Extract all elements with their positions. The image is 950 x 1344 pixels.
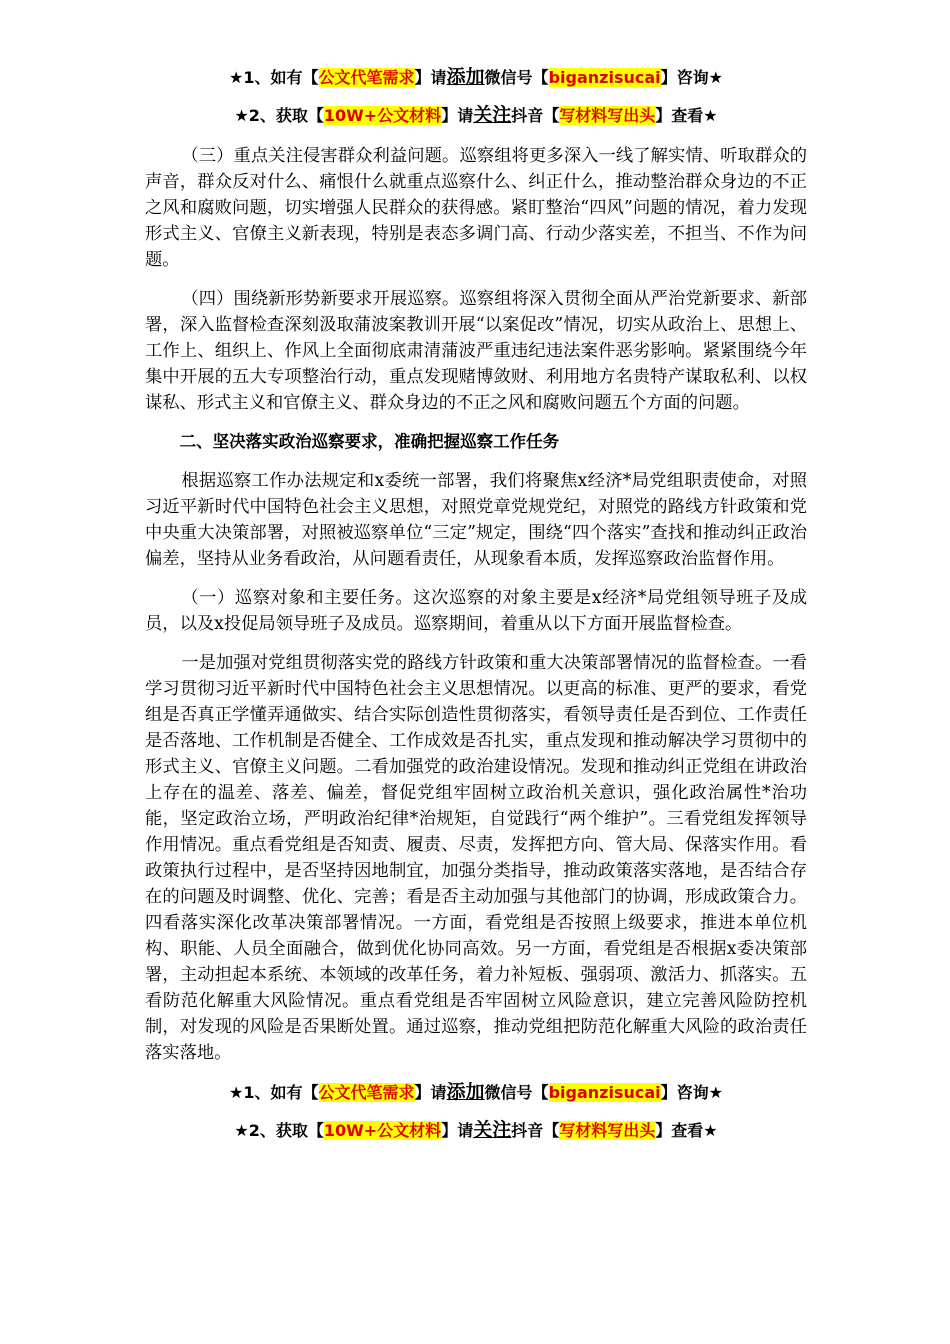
banner-text: ★1、如有【 — [229, 68, 319, 87]
banner-text: 】咨询★ — [660, 1083, 723, 1102]
banner-highlight: 10W+公文材料 — [323, 106, 442, 125]
banner-line-1-bottom — [145, 1079, 807, 1106]
paragraph-section2-intro: 根据巡察工作办法规定和x委统一部署，我们将聚焦x经济*局党组职责使命，对照习近平新时代中国特色社会主义思想，对照党章党规党纪，对照党的路线方针政策和党中央重大决策部署，对照被巡察单位“三定”规定，围绕“四个落实”查找和推动纠正政治偏差，坚持从业务看政治，从问题看责任，从现象看本质，发挥巡察政治监督作用。 — [145, 471, 807, 569]
banner-highlight: 公文代笔需求 — [318, 1083, 415, 1102]
banner-text: 微信号【 — [484, 1083, 549, 1102]
banner-text: 】咨询★ — [660, 68, 723, 87]
banner-highlight: 公文代笔需求 — [318, 68, 415, 87]
banner-text: 】请 — [414, 68, 447, 87]
paragraph-4: （四）围绕新形势新要求开展巡察。巡察组将深入贯彻全面从严治党新要求、新部署，深入监督检查深刻汲取蒲波案教训开展“以案促改”情况，切实从政治上、思想上、工作上、组织上、作风上全面彻底肃清蒲波严重违纪违法案件恶劣影响。紧紧围绕今年集中开展的五大专项整治行动，重点发现赌博敛财、利用地方名贵特产谋取私利、以权谋私、形式主义和官僚主义、群众身边的不正之风和腐败问题五个方面的问题。 — [145, 289, 807, 413]
section-heading-2: 二、坚决落实政治巡察要求，准确把握巡察工作任务 — [179, 432, 560, 451]
wechat-id-highlight: biganzisucai — [548, 68, 661, 87]
banner-text: 抖音【 — [511, 1121, 560, 1140]
banner-text: 】请 — [441, 1121, 474, 1140]
paragraph-section2-1-detail: 一是加强对党组贯彻落实党的路线方针政策和重大决策部署情况的监督检查。一看学习贯彻习近平新时代中国特色社会主义思想情况。以更高的标准、更严的要求，看党组是否真正学懂弄通做实、结合实际创造性贯彻落实，看领导责任是否到位、工作责任是否落地、工作机制是否健全、工作成效是否扎实，重点发现和推动解决学习贯彻中的形式主义、官僚主义问题。二看加强党的政治建设情况。发现和推动纠正党组在讲政治上存在的温差、落差、偏差，督促党组牢固树立政治机关意识，强化政治属性*治功能，坚定政治立场，严明政治纪律*治规矩，自觉践行“两个维护”。三看党组发挥领导作用情况。重点看党组是否知责、履责、尽责，发挥把方向、管大局、保落实作用。看政策执行过程中，是否坚持因地制宜，加强分类指导，推动政策落实落地，是否结合存在的问题及时调整、优化、完善；看是否主动加强与其他部门的协调，形成政策合力。四看落实深化改革决策部署情况。一方面，看党组是否按照上级要求，推进本单位机构、职能、人员全面融合，做到优化协同高效。另一方面，看党组是否根据x委决策部署，主动担起本系统、本领域的改革任务，着力补短板、强弱项、激活力、抓落实。五看防范化解重大风险情况。重点看党组是否牢固树立风险意识，建立完善风险防控机制，对发现的风险是否果断处置。通过巡察，推动党组把防范化解重大风险的政治责任落实落地。 — [145, 653, 807, 1063]
banner-line-2 — [145, 102, 807, 129]
banner-line-1 — [145, 64, 807, 91]
banner-text: 】查看★ — [655, 1121, 718, 1140]
douyin-id-highlight: 写材料写出头 — [559, 1121, 656, 1140]
banner-underline: 添加 — [446, 1081, 485, 1103]
paragraph-section2-1: （一）巡察对象和主要任务。这次巡察的对象主要是x经济*局党组领导班子及成员，以及x投促局领导班子及成员。巡察期间，着重从以下方面开展监督检查。 — [145, 588, 807, 634]
banner-text: ★2、获取【 — [234, 106, 324, 125]
paragraph-3: （三）重点关注侵害群众利益问题。巡察组将更多深入一线了解实情、听取群众的声音，群众反对什么、痛恨什么就重点巡察什么、纠正什么，推动整治群众身边的不正之风和腐败问题，切实增强人民群众的获得感。紧盯整治“四风”问题的情况，着力发现形式主义、官僚主义新表现，特别是表态多调门高、行动少落实差，不担当、不作为问题。 — [145, 146, 807, 270]
banner-text: 抖音【 — [511, 106, 560, 125]
banner-text: ★2、获取【 — [234, 1121, 324, 1140]
banner-underline: 添加 — [446, 66, 485, 88]
banner-text: 微信号【 — [484, 68, 549, 87]
banner-underline: 关注 — [473, 1119, 512, 1141]
banner-text: 】查看★ — [655, 106, 718, 125]
banner-text: 】请 — [441, 106, 474, 125]
banner-text: 】请 — [414, 1083, 447, 1102]
document-page — [145, 64, 807, 1144]
banner-underline: 关注 — [473, 104, 512, 126]
top-banner-block — [145, 64, 807, 129]
banner-highlight: 10W+公文材料 — [323, 1121, 442, 1140]
banner-text: ★1、如有【 — [229, 1083, 319, 1102]
banner-line-2-bottom — [145, 1117, 807, 1144]
bottom-banner-block — [145, 1079, 807, 1144]
wechat-id-highlight: biganzisucai — [548, 1083, 661, 1102]
douyin-id-highlight: 写材料写出头 — [559, 106, 656, 125]
